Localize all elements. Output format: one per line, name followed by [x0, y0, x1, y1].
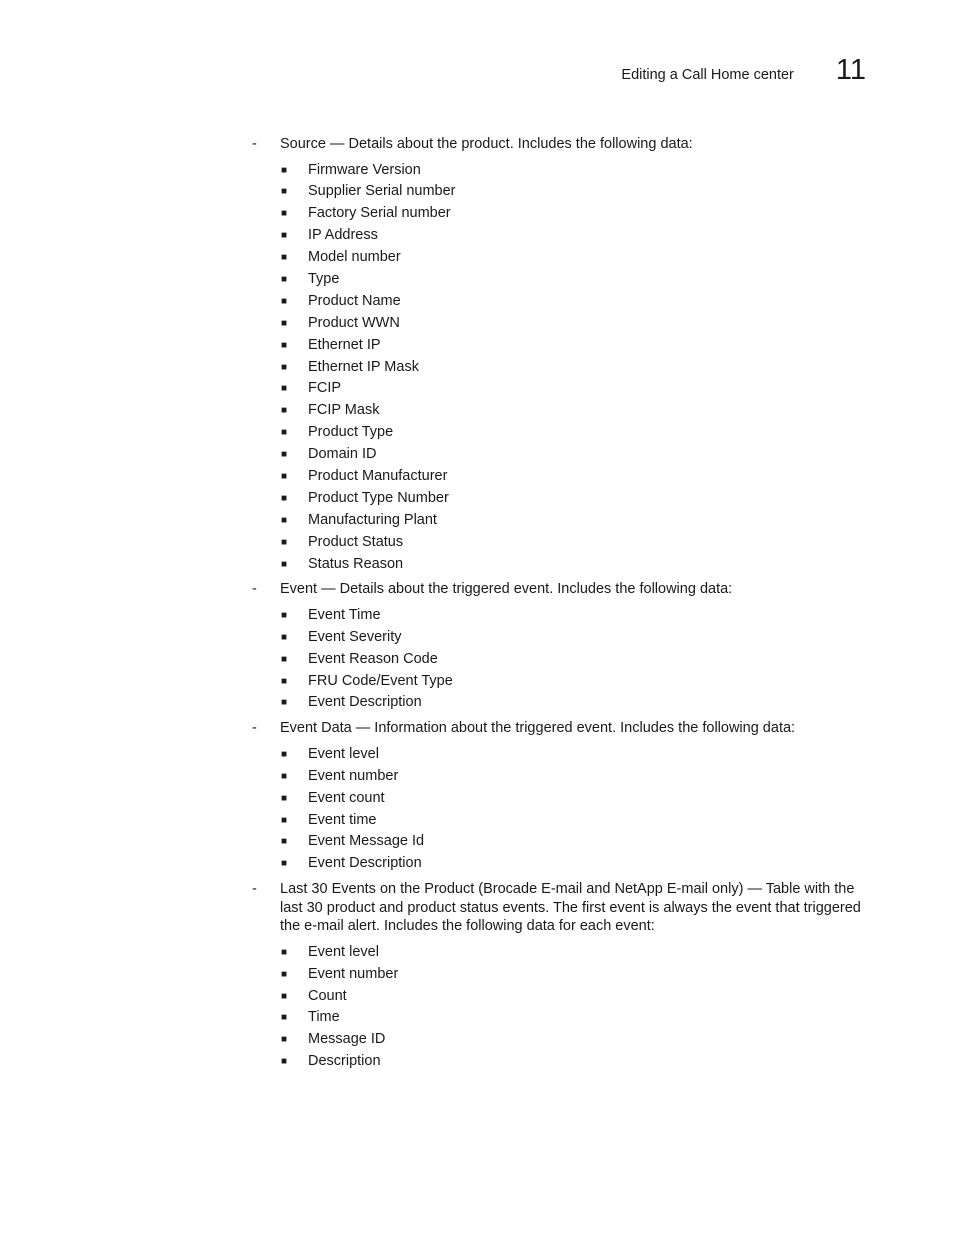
list-item-text: Model number: [308, 249, 401, 266]
bullet-marker: ■: [281, 252, 288, 264]
section-text: Last 30 Events on the Product (Brocade E-mail and NetApp E-mail only) — Table with the last 30 product and product status events. The first event is always the event that triggered the e-mail alert. Includes the following data for each event:: [280, 881, 861, 935]
list-item: [280, 335, 862, 357]
list-item: [280, 181, 862, 203]
list-item-text: Manufacturing Plant: [308, 511, 437, 528]
list-item-text: Event count: [308, 789, 385, 806]
list-item: [280, 160, 862, 182]
list-item-text: Supplier Serial number: [308, 183, 456, 200]
list-item-text: Description: [308, 1053, 381, 1070]
list-item: [280, 225, 862, 247]
bullet-list: [280, 160, 862, 576]
list-item-text: IP Address: [308, 227, 378, 244]
bullet-marker: ■: [281, 339, 288, 351]
list-item: [280, 532, 862, 554]
list-item-text: Product Status: [308, 533, 404, 550]
bullet-marker: ■: [281, 208, 288, 220]
bullet-marker: ■: [281, 697, 288, 709]
bullet-marker: ■: [281, 748, 288, 760]
list-item: [280, 378, 862, 400]
bullet-marker: ■: [281, 858, 288, 870]
list-item-text: Product Name: [308, 292, 401, 309]
bullet-marker: ■: [281, 383, 288, 395]
list-item-text: Event Description: [308, 694, 422, 711]
list-item: [280, 831, 862, 853]
bullet-marker: ■: [281, 536, 288, 548]
list-item: [280, 627, 862, 649]
list-item: [280, 444, 862, 466]
list-item: [280, 400, 862, 422]
bullet-marker: ■: [281, 405, 288, 417]
bullet-marker: ■: [281, 1012, 288, 1024]
list-item: [280, 203, 862, 225]
list-item-text: Event number: [308, 767, 399, 784]
section-event-data: [252, 719, 862, 875]
list-item: [280, 247, 862, 269]
list-item: [280, 291, 862, 313]
list-item-text: Event Message Id: [308, 833, 425, 850]
bullet-marker: ■: [281, 946, 288, 958]
list-item: [280, 1051, 862, 1073]
list-item-text: Status Reason: [308, 555, 404, 572]
bullet-list: [280, 605, 862, 714]
list-item-text: Domain ID: [308, 446, 377, 463]
list-item: [280, 422, 862, 444]
list-item: [280, 554, 862, 576]
bullet-marker: ■: [281, 990, 288, 1002]
list-item: [280, 692, 862, 714]
bullet-marker: ■: [281, 164, 288, 176]
section-text: Source — Details about the product. Includes the following data:: [280, 136, 693, 152]
list-item: [280, 671, 862, 693]
dash-marker: -: [252, 136, 257, 152]
list-item-text: Product WWN: [308, 314, 400, 331]
list-item-text: Event time: [308, 811, 377, 828]
dash-marker: -: [252, 581, 257, 598]
bullet-marker: ■: [281, 470, 288, 482]
bullet-marker: ■: [281, 295, 288, 307]
bullet-marker: ■: [281, 1056, 288, 1068]
list-item: [280, 986, 862, 1008]
list-item-text: FCIP: [308, 380, 342, 397]
list-item-text: Event Reason Code: [308, 650, 438, 667]
list-item-text: Message ID: [308, 1031, 386, 1048]
running-header: [621, 54, 866, 87]
list-item: [280, 269, 862, 291]
list-item-text: Type: [308, 270, 340, 287]
list-item-text: FCIP Mask: [308, 402, 380, 419]
list-item: [280, 853, 862, 875]
bullet-marker: ■: [281, 361, 288, 373]
list-item: [280, 488, 862, 510]
list-item: [280, 1029, 862, 1051]
bullet-marker: ■: [281, 273, 288, 285]
list-item: [280, 649, 862, 671]
page-content: [252, 135, 862, 1078]
bullet-marker: ■: [281, 609, 288, 621]
bullet-marker: ■: [281, 449, 288, 461]
list-item-text: Time: [308, 1009, 340, 1026]
list-item: [280, 1007, 862, 1029]
header-title: Editing a Call Home center: [621, 67, 794, 83]
list-item: [280, 788, 862, 810]
list-item: [280, 744, 862, 766]
section-last-30-events: [252, 880, 862, 1073]
bullet-marker: ■: [281, 230, 288, 242]
bullet-marker: ■: [281, 1034, 288, 1046]
list-item-text: Product Manufacturer: [308, 467, 448, 484]
dash-marker: -: [252, 720, 257, 737]
list-item-text: Ethernet IP Mask: [308, 358, 419, 375]
bullet-marker: ■: [281, 792, 288, 804]
list-item-text: Event Description: [308, 855, 422, 872]
bullet-marker: ■: [281, 770, 288, 782]
list-item: [280, 810, 862, 832]
bullet-marker: ■: [281, 653, 288, 665]
list-item-text: Count: [308, 987, 347, 1004]
list-item: [280, 357, 862, 379]
bullet-marker: ■: [281, 558, 288, 570]
list-item-text: Event Severity: [308, 628, 402, 645]
bullet-marker: ■: [281, 427, 288, 439]
section-source: [252, 135, 862, 575]
list-item-text: Factory Serial number: [308, 205, 451, 222]
list-item: [280, 510, 862, 532]
bullet-marker: ■: [281, 814, 288, 826]
list-item: [280, 605, 862, 627]
list-item-text: Event level: [308, 745, 379, 762]
chapter-number: 11: [835, 54, 866, 86]
section-text: Event Data — Information about the triggered event. Includes the following data:: [280, 720, 796, 737]
list-item: [280, 964, 862, 986]
list-item-text: FRU Code/Event Type: [308, 672, 453, 689]
list-item: [280, 466, 862, 488]
bullet-marker: ■: [281, 631, 288, 643]
list-item-text: Ethernet IP: [308, 336, 381, 353]
bullet-marker: ■: [281, 186, 288, 198]
list-item-text: Product Type Number: [308, 489, 449, 506]
bullet-marker: ■: [281, 968, 288, 980]
list-item-text: Product Type: [308, 424, 394, 441]
bullet-marker: ■: [281, 514, 288, 526]
bullet-marker: ■: [281, 317, 288, 329]
list-item: [280, 766, 862, 788]
bullet-marker: ■: [281, 675, 288, 687]
bullet-list: [280, 942, 862, 1073]
bullet-list: [280, 744, 862, 875]
section-text: Event — Details about the triggered event. Includes the following data:: [280, 581, 733, 598]
dash-marker: -: [252, 881, 257, 898]
bullet-marker: ■: [281, 836, 288, 848]
list-item: [280, 313, 862, 335]
list-item-text: Firmware Version: [308, 161, 421, 178]
list-item-text: Event level: [308, 943, 379, 960]
list-item: [280, 942, 862, 964]
section-event: [252, 580, 862, 714]
list-item-text: Event Time: [308, 606, 381, 623]
list-item-text: Event number: [308, 965, 399, 982]
bullet-marker: ■: [281, 492, 288, 504]
